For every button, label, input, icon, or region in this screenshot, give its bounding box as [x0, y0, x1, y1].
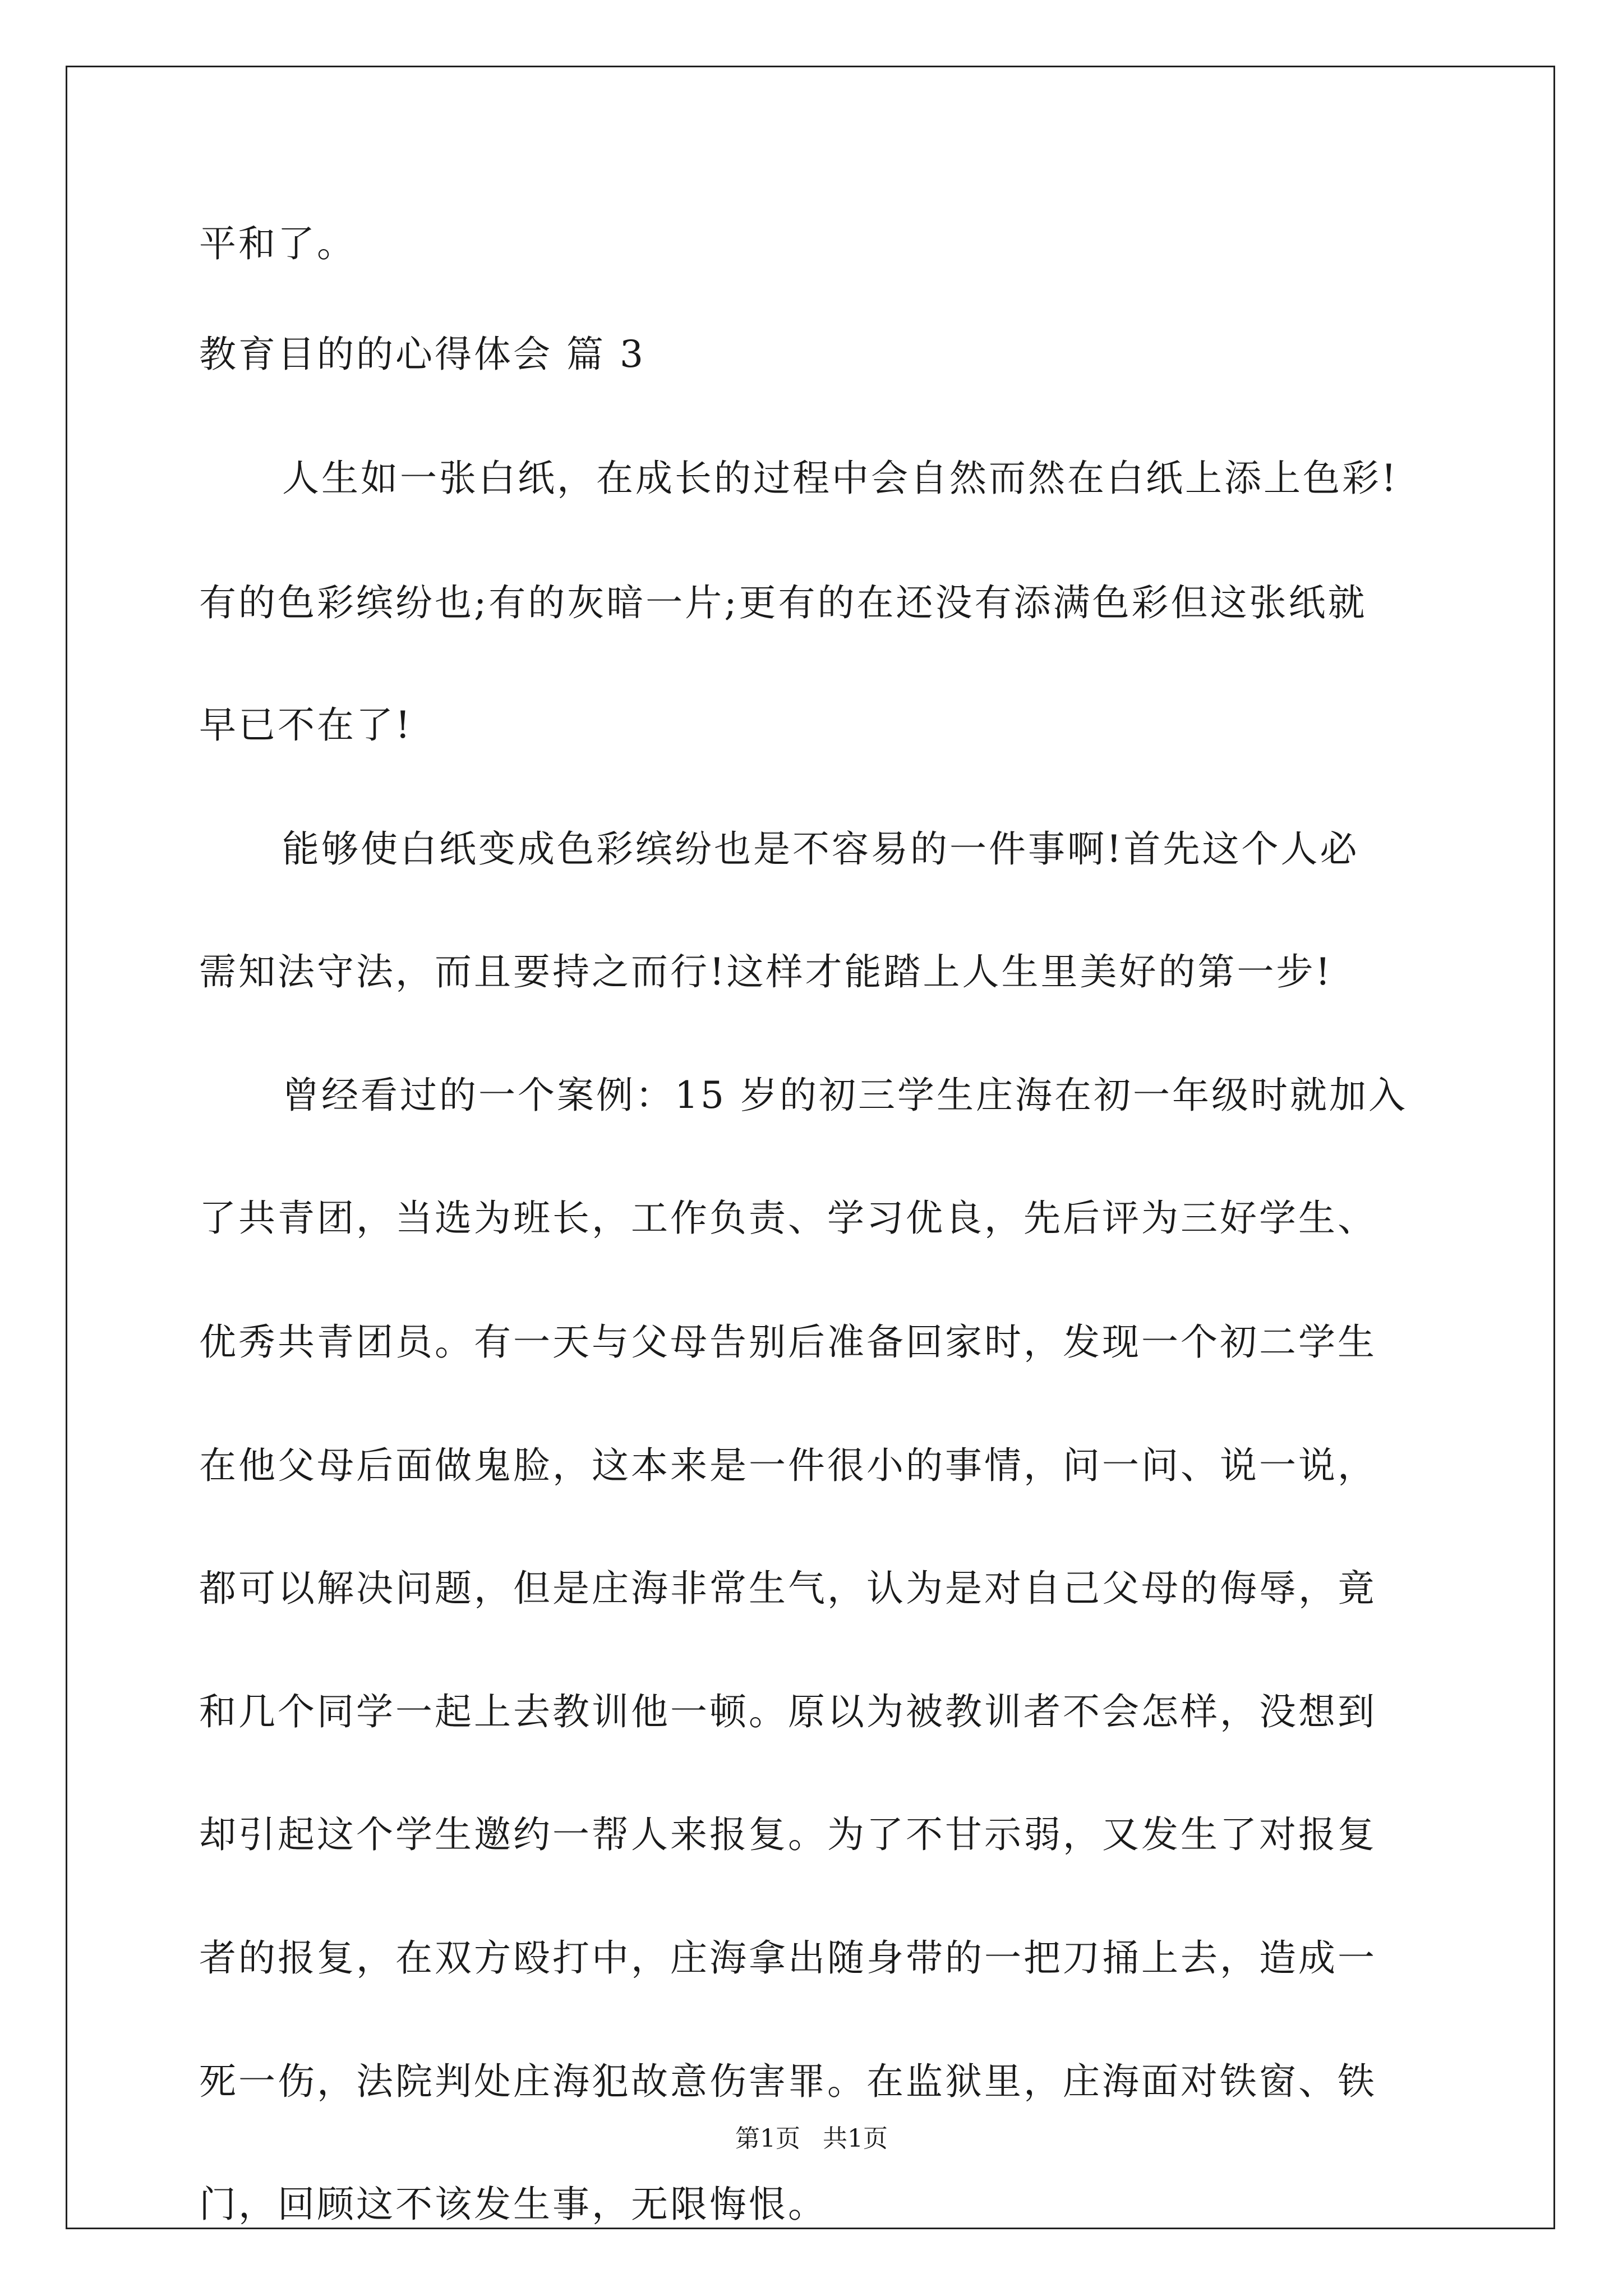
paragraph-line: 者的报复，在双方殴打中，庄海拿出随身带的一把刀捅上去，造成一	[199, 1936, 1377, 1980]
section-heading: 教育目的的心得体会 篇 3	[199, 333, 645, 376]
paragraph-line: 却引起这个学生邀约一帮人来报复。为了不甘示弱，又发生了对报复	[199, 1813, 1377, 1856]
paragraph-line: 门，回顾这不该发生事，无限悔恨。	[199, 2183, 827, 2226]
page-border	[66, 66, 1555, 2229]
page-number: 第1页	[735, 2124, 800, 2153]
paragraph-line: 需知法守法，而且要持之而行!这样才能踏上人生里美好的第一步!	[199, 950, 1333, 993]
paragraph-line: 早已不在了!	[199, 703, 413, 747]
paragraph-line: 和几个同学一起上去教训他一顿。原以为被教训者不会怎样，没想到	[199, 1690, 1377, 1733]
paragraph-line: 有的色彩缤纷也;有的灰暗一片;更有的在还没有添满色彩但这张纸就	[199, 581, 1367, 624]
paragraph-line: 在他父母后面做鬼脸，这本来是一件很小的事情，问一问、说一说，	[199, 1444, 1377, 1487]
paragraph-line: 曾经看过的一个案例：15 岁的初三学生庄海在初一年级时就加入	[282, 1074, 1408, 1117]
paragraph-line: 人生如一张白纸，在成长的过程中会自然而然在白纸上添上色彩!	[282, 457, 1399, 500]
text-line: 平和了。	[199, 222, 356, 265]
page-footer	[0, 2123, 1623, 2155]
page-total: 共1页	[823, 2124, 888, 2153]
paragraph-line: 优秀共青团员。有一天与父母告别后准备回家时，发现一个初二学生	[199, 1320, 1377, 1364]
paragraph-line: 了共青团，当选为班长，工作负责、学习优良，先后评为三好学生、	[199, 1197, 1377, 1240]
paragraph-line: 都可以解决问题，但是庄海非常生气，认为是对自己父母的侮辱，竟	[199, 1567, 1377, 1610]
paragraph-line: 能够使白纸变成色彩缤纷也是不容易的一件事啊!首先这个人必	[282, 827, 1359, 871]
paragraph-line: 死一伤，法院判处庄海犯故意伤害罪。在监狱里，庄海面对铁窗、铁	[199, 2060, 1377, 2103]
